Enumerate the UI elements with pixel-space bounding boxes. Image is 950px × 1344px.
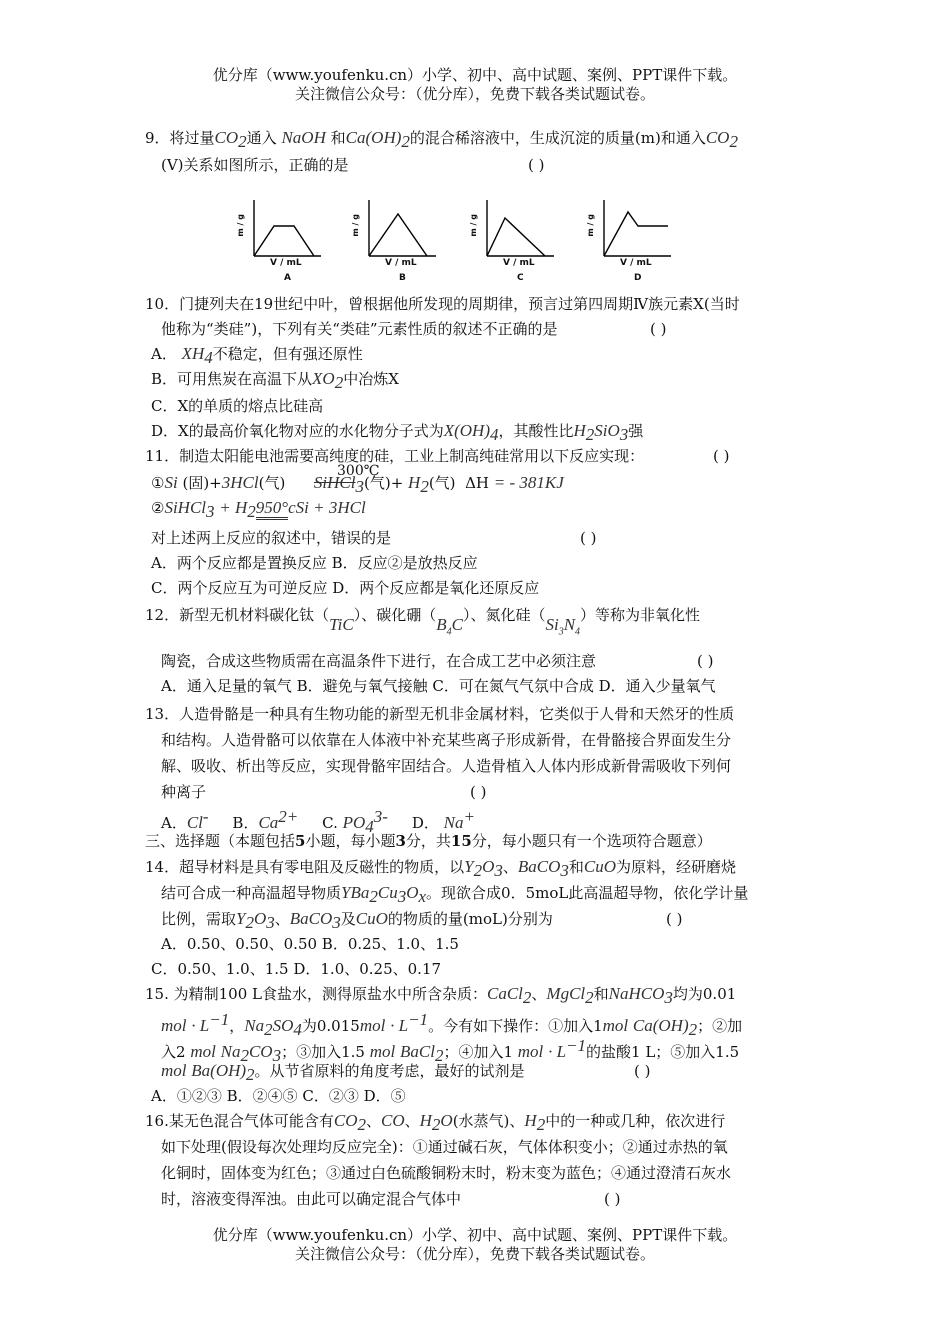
q16-line-1: 16.某无色混合气体可能含有$CO_2$、CO、$H_2O$(水蒸气)、$H_2$中的一种或几种，依次进行 — [145, 1111, 726, 1134]
footer-line-2: 关注微信公众号：（优分库），免费下载各类试题试卷。 — [294, 1245, 655, 1263]
q9-graphs — [236, 196, 706, 286]
q10-option-a: A． $XH_4$不稳定，但有强还原性 — [151, 344, 363, 367]
q12-line-2: 陶瓷，合成这些物质需在高温条件下进行，在合成工艺中必须注意 — [161, 652, 597, 670]
q10-option-d: D．X的最高价氧化物对应的水化物分子式为$X(OH)_4$，其酸性比$H_2SiO_3$强 — [151, 421, 644, 444]
q11-reaction-2: ②SiHCl$_3$ + $H_2950^\circ cSi + 3HCl$ — [151, 498, 366, 521]
q11-reaction-1: ①Si (固)+3HCl(气) SiHCl$_3$(气)+ $H_2$(气) ΔH = - 381KJ — [151, 473, 564, 496]
header-line-1: 优分库（www.youfenku.cn）小学、初中、高中试题、案例、PPT课件下载。 — [212, 66, 738, 84]
footer-line-1: 优分库（www.youfenku.cn）小学、初中、高中试题、案例、PPT课件下载。 — [212, 1226, 738, 1244]
q14-line-2: 结可合成一种高温超导物质$YBa_2Cu_3O_x$。现欲合成0．5moL此高温超导物，依化学计量 — [161, 883, 749, 906]
q14-options-ab: A．0.50、0.50、0.50 B．0.25、1.0、1.5 — [161, 935, 459, 953]
q16-line-4: 时，溶液变得浑浊。由此可以确定混合气体中 — [161, 1190, 462, 1208]
q13-line-1: 13．人造骨骼是一种具有生物功能的新型无机非金属材料，它类似于人骨和天然牙的性质 — [145, 705, 735, 723]
q11-line-4: 对上述两上反应的叙述中，错误的是 — [151, 529, 392, 547]
q16-bracket: ( ) — [604, 1190, 621, 1208]
q11-options-cd: C．两个反应互为可逆反应 D．两个反应都是氧化还原反应 — [151, 579, 540, 597]
q10-bracket: ( ) — [650, 320, 667, 338]
graph-a: m / g V / mL A — [236, 196, 336, 286]
q9-bracket: ( ) — [528, 156, 545, 174]
q15-line-4: mol $Ba(OH)_2$。从节省原料的角度考虑，最好的试剂是 — [161, 1061, 525, 1084]
header-line-2: 关注微信公众号：（优分库），免费下载各类试题试卷。 — [294, 85, 655, 103]
q11-options-ab: A．两个反应都是置换反应 B．反应②是放热反应 — [151, 554, 478, 572]
q9-line-1: 9．将过量$CO_2$通入 NaOH 和$Ca(OH)_2$的混合稀溶液中，生成沉淀的质量(m)和通入$CO_2$ — [145, 128, 738, 151]
graph-c: m / g V / mL C — [469, 196, 569, 286]
q15-line-3: 入2 mol $Na_2CO_3$；③加入1.5 mol BaCl$_2$；④加入1 mol · $L^{-1}$的盐酸1 L；⑤加入1.5 — [161, 1036, 740, 1065]
q16-line-3: 化铜时，固体变为红色；③通过白色硫酸铜粉末时，粉末变为蓝色；④通过澄清石灰水 — [161, 1164, 732, 1182]
q13-options: A．Cl- B．$Ca^{2+}$ C. $PO_4^{3-}$ D． Na+ — [161, 807, 475, 836]
q9-line-2: (V)关系如图所示，正确的是 — [161, 156, 349, 174]
q11-line-1: 11．制造太阳能电池需要高纯度的硅，工业上制高纯硅常用以下反应实现： — [145, 447, 645, 465]
q11-reaction1-temp: 300℃ — [337, 463, 380, 479]
q12-bracket: ( ) — [697, 652, 714, 670]
q10-line-1: 10．门捷列夫在19世纪中叶，曾根据他所发现的周期律，预言过第四周期Ⅳ族元素X(当时 — [145, 295, 740, 313]
q14-line-3: 比例，需取$Y_2O_3$、BaCO$_3$及CuO的物质的量(moL)分别为 — [161, 909, 553, 932]
page-footer — [0, 1226, 950, 1264]
q10-option-c: C．X的单质的熔点比硅高 — [151, 397, 324, 415]
graph-d: m / g V / mL D — [586, 196, 686, 286]
q13-line-3: 解、吸收、析出等反应，实现骨骼牢固结合。人造骨植入人体内形成新骨需吸收下列何 — [161, 757, 732, 775]
q10-line-2: 他称为“类硅”)，下列有关“类硅”元素性质的叙述不正确的是 — [161, 320, 558, 338]
q14-options-cd: C．0.50、1.0、1.5 D．1.0、0.25、0.17 — [151, 960, 442, 978]
q13-line-4: 种离子 — [161, 783, 207, 801]
q14-line-1: 14．超导材料是具有零电阻及反磁性的物质，以$Y_2O_3$、BaCO$_3$和CuO为原料，经研磨烧 — [145, 857, 737, 880]
page-header — [0, 66, 950, 104]
q12-options: A．通入足量的氧气 B．避免与氧气接触 C．可在氮气气氛中合成 D．通入少量氧气 — [161, 677, 716, 695]
q13-bracket: ( ) — [470, 783, 487, 801]
q11-bracket: ( ) — [713, 447, 730, 465]
graph-b: m / g V / mL B — [351, 196, 451, 286]
q15-bracket: ( ) — [634, 1062, 651, 1080]
q15-options: A．①②③ B．②④⑤ C．②③ D．⑤ — [151, 1087, 406, 1105]
q15-line-1: 15. 为精制100 L食盐水，测得原盐水中所含杂质：CaCl$_2$、MgCl$_2$和NaHCO$_3$均为0.01 — [145, 984, 737, 1007]
q12-line-1: 12．新型无机材料碳化钛（TiC）、碳化硼$(B_4C)$、氮化硅$(Si_3N_4)$等称为非氧化性 — [145, 606, 701, 638]
q10-option-b: B．可用焦炭在高温下从$XO_2$中冶炼X — [151, 369, 399, 392]
q15-line-2: mol · $L^{-1}$，$Na_2SO_4$为$0.015mol \cdot L^{-1}$。今有如下操作：①加入1mol $Ca(OH)_2$；②加 — [161, 1010, 743, 1039]
q11-bracket-2: ( ) — [580, 529, 597, 547]
q13-line-2: 和结构。人造骨骼可以依靠在人体液中补充某些离子形成新骨，在骨骼接合界面发生分 — [161, 731, 732, 749]
q16-line-2: 如下处理(假设每次处理均反应完全)：①通过碱石灰，气体体积变小；②通过赤热的氧 — [161, 1138, 728, 1156]
q14-bracket: ( ) — [666, 910, 683, 928]
section-3-title: 三、选择题（本题包括5小题，每小题3分，共15分，每小题只有一个选项符合题意） — [145, 832, 712, 850]
